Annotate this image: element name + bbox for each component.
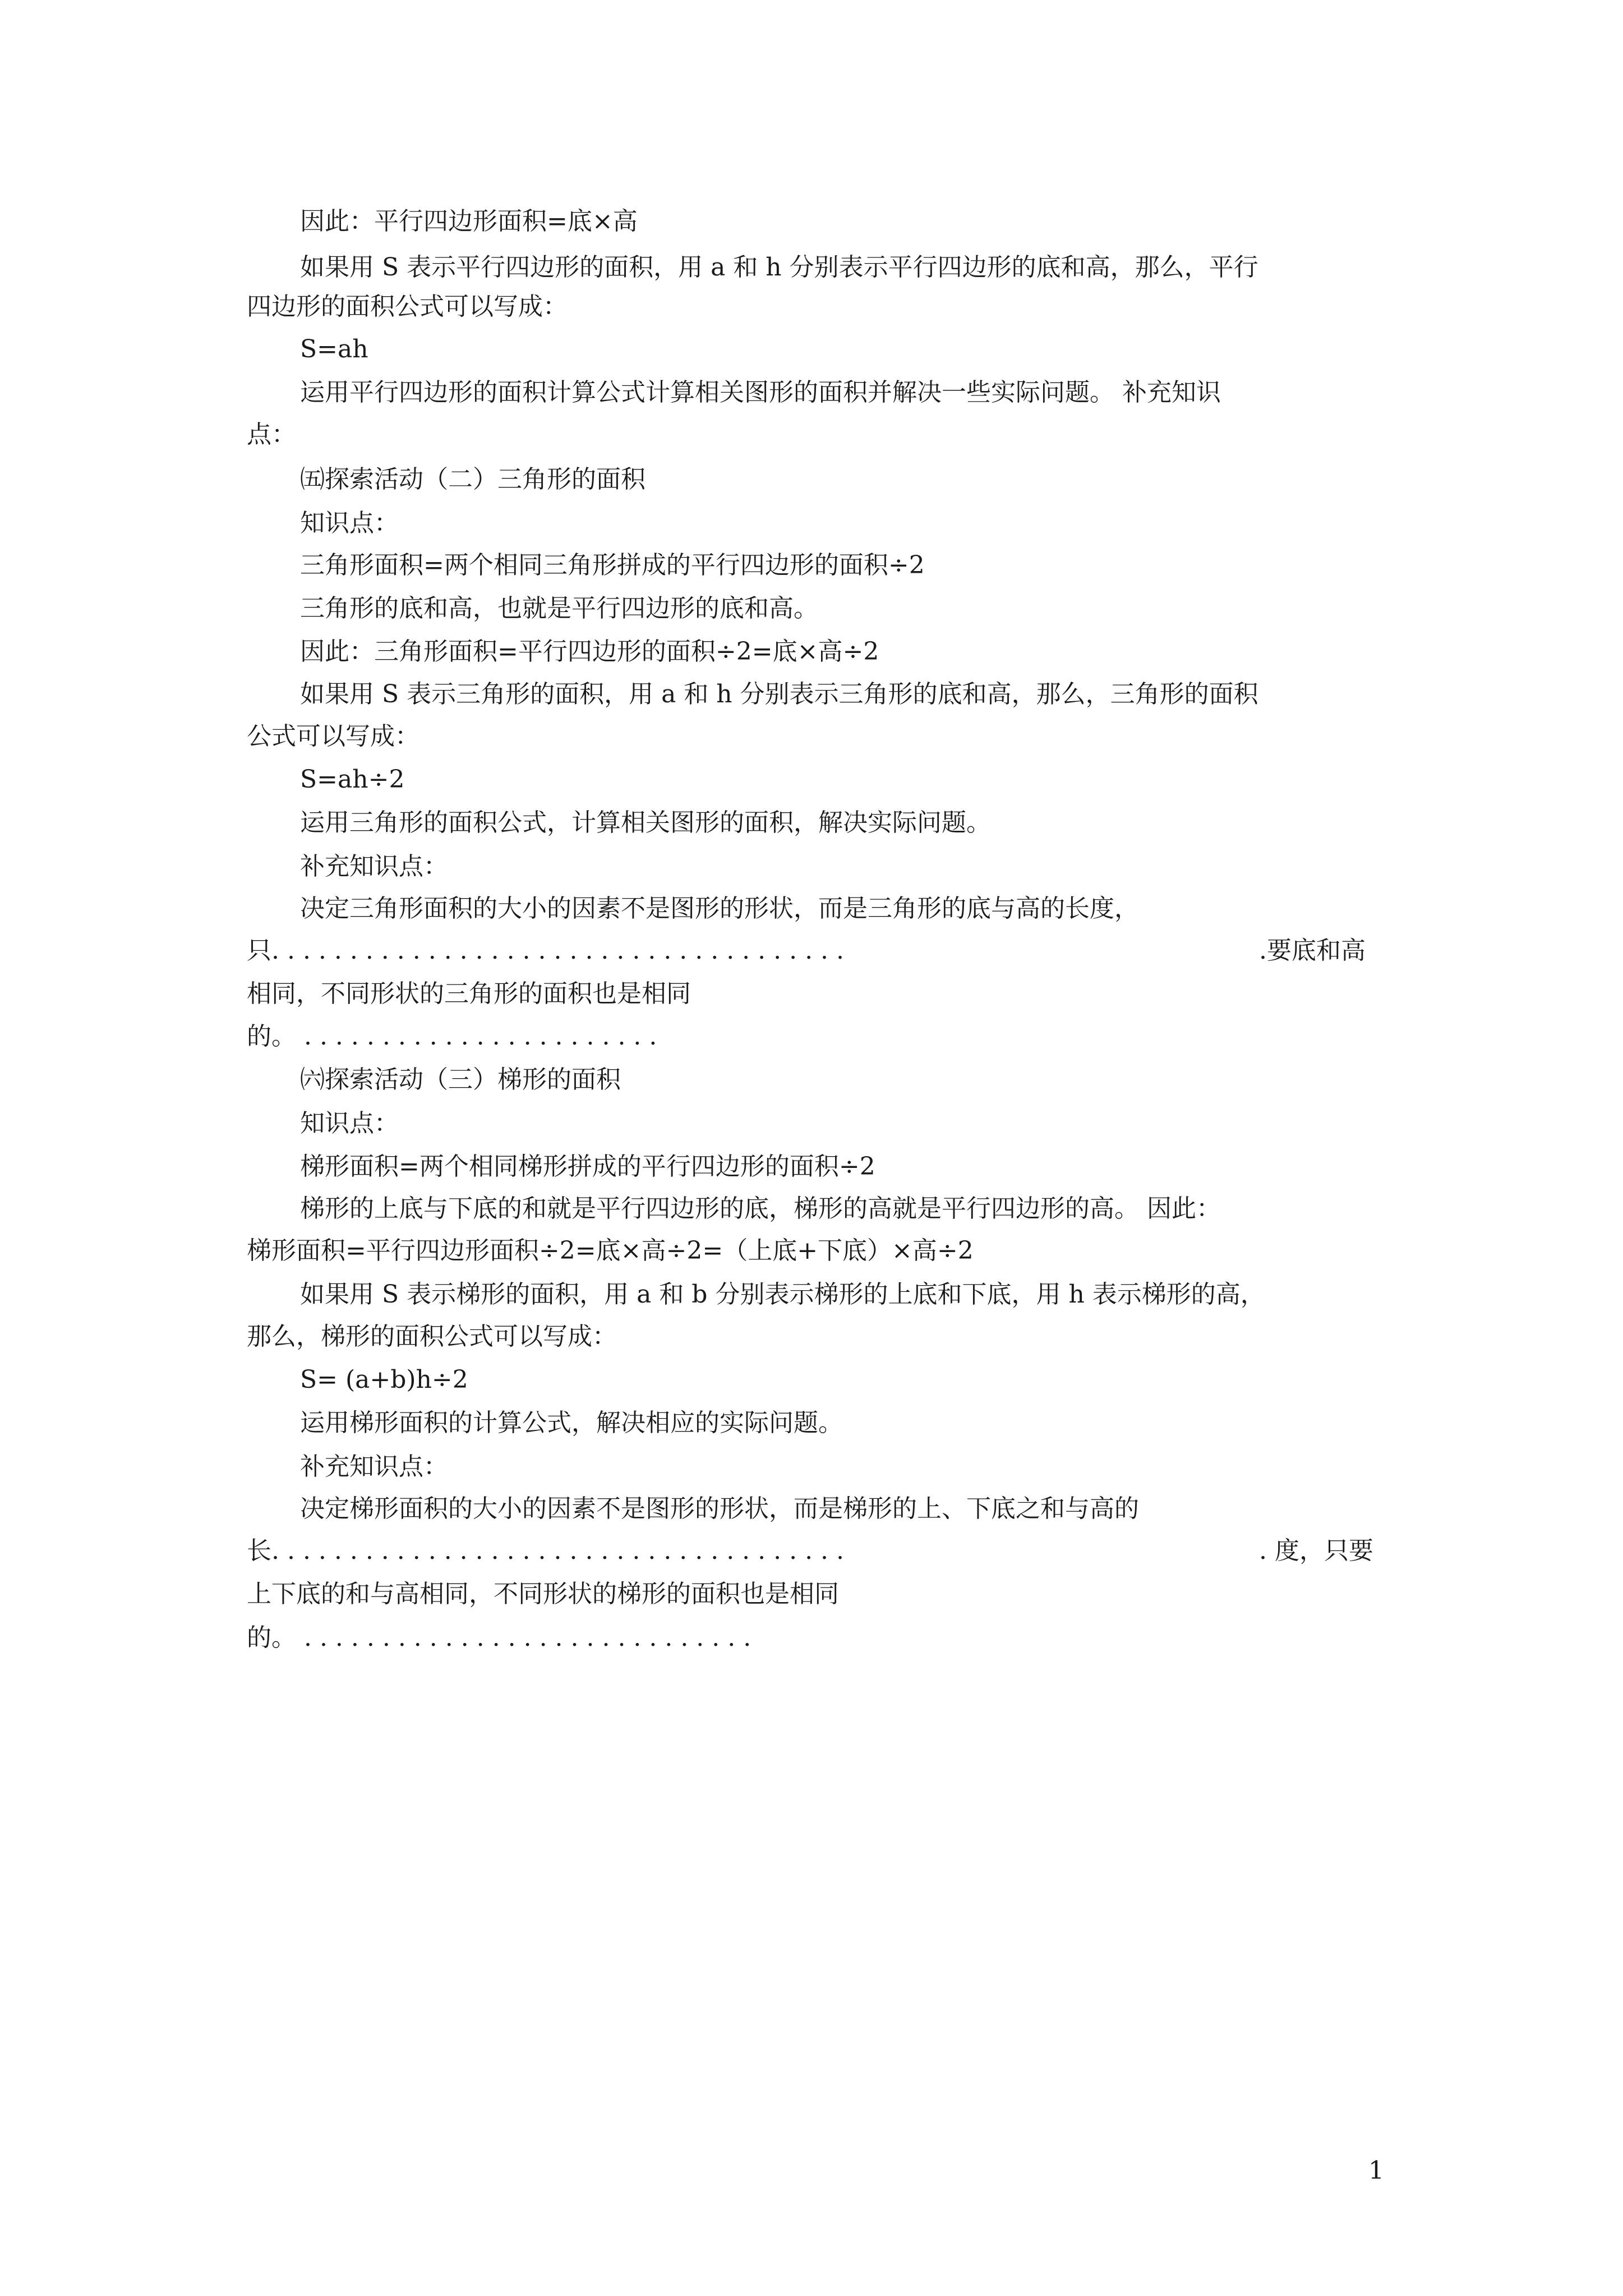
text-line: 运用平行四边形的面积计算公式计算相关图形的面积并解决一些实际问题。 补充知识 — [300, 378, 1221, 407]
dotted-line: 的。 . . . . . . . . . . . . . . . . . . . . . . . — [247, 1022, 657, 1051]
section-heading: ㈤探索活动（二）三角形的面积 — [300, 465, 645, 494]
dotted-line-start: 长. . . . . . . . . . . . . . . . . . . . . . . . . . . . . . . . . . . . . — [247, 1536, 845, 1565]
text-line: 三角形面积=两个相同三角形拼成的平行四边形的面积÷2 — [300, 551, 925, 579]
text-line: 四边形的面积公式可以写成： — [247, 292, 568, 321]
text-line: 那么，梯形的面积公式可以写成： — [247, 1322, 617, 1351]
text-line: 上下底的和与高相同，不同形状的梯形的面积也是相同 — [247, 1580, 839, 1608]
text-line: 运用梯形面积的计算公式，解决相应的实际问题。 — [300, 1409, 843, 1437]
text-line: 点： — [247, 420, 296, 449]
text-line: 决定三角形面积的大小的因素不是图形的形状，而是三角形的底与高的长度， — [300, 894, 1139, 923]
text-line: 相同，不同形状的三角形的面积也是相同 — [247, 979, 691, 1008]
formula: S=ah — [300, 335, 368, 364]
dotted-line-start: 只. . . . . . . . . . . . . . . . . . . . . . . . . . . . . . . . . . . . . — [247, 936, 845, 965]
dotted-line-end: . 度，只要 — [1259, 1536, 1373, 1565]
section-heading: ㈥探索活动（三）梯形的面积 — [300, 1065, 621, 1094]
text-line: 公式可以写成： — [247, 722, 419, 751]
text-line: 如果用 S 表示三角形的面积，用 a 和 h 分别表示三角形的底和高，那么，三角形的面积 — [300, 680, 1258, 708]
text-line: 决定梯形面积的大小的因素不是图形的形状，而是梯形的上、下底之和与高的 — [300, 1494, 1139, 1523]
text-line: 梯形的上底与下底的和就是平行四边形的底，梯形的高就是平行四边形的高。 因此： — [300, 1194, 1221, 1223]
formula: S=ah÷2 — [300, 765, 405, 794]
page-number: 1 — [1368, 2156, 1384, 2185]
text-line: 知识点： — [300, 509, 399, 537]
text-line: 补充知识点： — [300, 852, 448, 881]
text-line: 补充知识点： — [300, 1452, 448, 1481]
text-line: 因此：平行四边形面积=底×高 — [300, 207, 638, 236]
text-line: 如果用 S 表示平行四边形的面积，用 a 和 h 分别表示平行四边形的底和高，那么，平行 — [300, 253, 1258, 282]
text-line: 梯形面积=两个相同梯形拼成的平行四边形的面积÷2 — [300, 1152, 875, 1181]
text-line: 梯形面积=平行四边形面积÷2=底×高÷2=（上底+下底）×高÷2 — [247, 1236, 974, 1265]
dotted-line-end: .要底和高 — [1259, 936, 1366, 965]
text-line: 如果用 S 表示梯形的面积，用 a 和 b 分别表示梯形的上底和下底，用 h 表示梯形的高， — [300, 1280, 1265, 1309]
text-line: 知识点： — [300, 1109, 399, 1138]
text-line: 运用三角形的面积公式，计算相关图形的面积，解决实际问题。 — [300, 808, 991, 837]
text-line: 因此：三角形面积=平行四边形的面积÷2=底×高÷2 — [300, 637, 879, 666]
dotted-line: 的。 . . . . . . . . . . . . . . . . . . . . . . . . . . . . . — [247, 1623, 751, 1652]
text-line: 三角形的底和高，也就是平行四边形的底和高。 — [300, 594, 818, 623]
formula: S= (a+b)h÷2 — [300, 1365, 468, 1394]
